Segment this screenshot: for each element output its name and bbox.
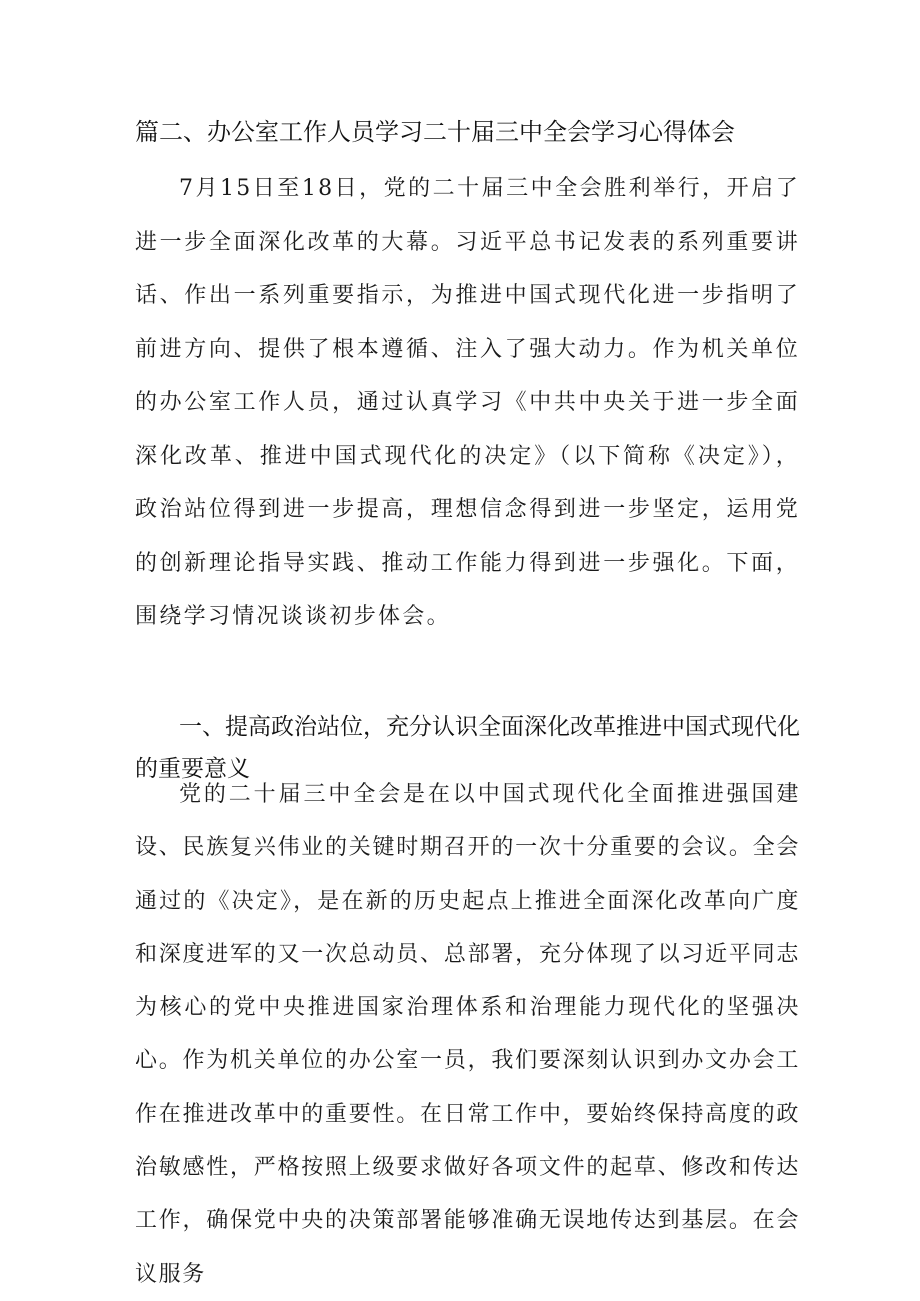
section-heading-1: 一、提高政治站位，充分认识全面深化改革推进中国式现代化的重要意义 [135, 714, 800, 782]
document-title: 篇二、办公室工作人员学习二十届三中全会学习心得体会 [135, 118, 735, 146]
paragraph-section-1: 党的二十届三中全会是在以中国式现代化全面推进强国建设、民族复兴伟业的关键时期召开的一次十分重要的会议。全会通过的《决定》，是在新的历史起点上推进全面深化改革向广度和深度进军的又一次总动员、总部署，充分体现了以习近平同志为核心的党中央推进国家治理体系和治理能力现代化的坚强决心。作为机关单位的办公室一员，我们要深刻认识到办文办会工作在推进改革中的重要性。在日常工作中，要始终保持高度的政治敏感性，严格按照上级要求做好各项文件的起草、修改和传达工作，确保党中央的决策部署能够准确无误地传达到基层。在会议服务 [135, 782, 800, 1287]
paragraph-intro: 7月15日至18日，党的二十届三中全会胜利举行，开启了进一步全面深化改革的大幕。习近平总书记发表的系列重要讲话、作出一系列重要指示，为推进中国式现代化进一步指明了前进方向、提供了根本遵循、注入了强大动力。作为机关单位的办公室工作人员，通过认真学习《中共中央关于进一步全面深化改革、推进中国式现代化的决定》（以下简称《决定》），政治站位得到进一步提高，理想信念得到进一步坚定，运用党的创新理论指导实践、推动工作能力得到进一步强化。下面，围绕学习情况谈谈初步体会。 [135, 176, 800, 629]
